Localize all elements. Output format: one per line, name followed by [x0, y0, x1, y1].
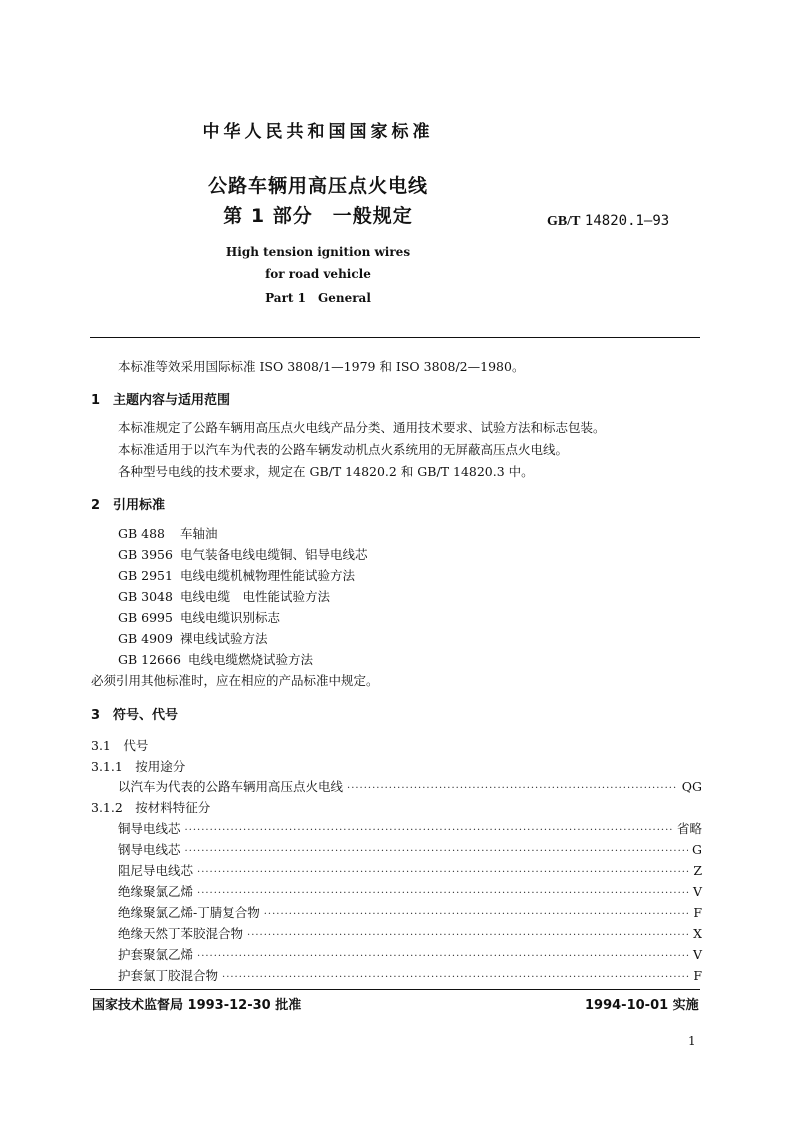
reference-code: GB 2951 — [118, 568, 173, 583]
reference-code: GB 3956 — [118, 547, 173, 562]
code-entry — [118, 861, 702, 879]
code-entry-value: F — [693, 968, 702, 983]
code-entry-label: 钢导电线芯 — [118, 842, 181, 857]
dot-leader — [185, 825, 673, 836]
code-entry — [118, 903, 702, 921]
code-entry — [118, 819, 702, 837]
reference-item — [118, 629, 268, 647]
code-entry-label: 绝缘聚氯乙烯-丁腈复合物 — [118, 905, 260, 920]
standard-number — [547, 213, 669, 230]
section1-paragraph: 各种型号电线的技术要求，规定在 GB/T 14820.2 和 GB/T 14820.3 中。 — [118, 464, 534, 479]
code-entry-value: Z — [693, 863, 702, 878]
reference-title: 裸电线试验方法 — [180, 631, 268, 646]
reference-code: GB 4909 — [118, 631, 173, 646]
reference-item — [118, 566, 355, 584]
standard-code: GB/T — [547, 214, 581, 229]
reference-code: GB 6995 — [118, 610, 173, 625]
code-entry — [118, 882, 702, 900]
code-entry — [118, 966, 702, 984]
code-entry-label: 阻尼导电线芯 — [118, 863, 194, 878]
dot-leader — [197, 888, 689, 899]
title-cn-line2: 第 1 部分 一般规定 — [223, 205, 413, 227]
reference-item — [118, 587, 330, 605]
dot-leader — [222, 972, 689, 983]
dot-leader — [264, 909, 690, 920]
code-entry-value: V — [692, 947, 702, 962]
reference-item — [118, 650, 313, 668]
national-standard-heading: 中华人民共和国国家标准 — [202, 122, 434, 142]
intro-text: 本标准等效采用国际标准 ISO 3808/1—1979 和 ISO 3808/2—1980。 — [118, 359, 525, 374]
reference-title: 电线电缆识别标志 — [180, 610, 281, 625]
section1-paragraph: 本标准适用于以汽车为代表的公路车辆发动机点火系统用的无屏蔽高压点火电线。 — [118, 442, 569, 457]
title-cn-line1: 公路车辆用高压点火电线 — [207, 175, 428, 197]
dot-leader — [347, 783, 678, 794]
reference-title: 电气装备电线电缆铜、铝导电线芯 — [180, 547, 368, 562]
reference-code: GB 488 — [118, 526, 166, 541]
title-en-line3: Part 1 General — [265, 291, 371, 305]
code-entry-value: 省略 — [676, 821, 702, 836]
code-entry — [118, 840, 702, 858]
reference-item — [118, 524, 218, 542]
code-entry-label: 护套聚氯乙烯 — [118, 947, 194, 962]
bottom-divider — [90, 989, 700, 990]
reference-code: GB 12666 — [118, 652, 181, 667]
code-entry-value: V — [692, 884, 702, 899]
code-entry-label: 护套氯丁胶混合物 — [118, 968, 219, 983]
implementation-date: 1994-10-01 实施 — [585, 998, 699, 1013]
reference-title: 电线电缆机械物理性能试验方法 — [180, 568, 356, 583]
subsection-3-1-heading: 3.1 代号 — [91, 738, 149, 753]
code-entry — [118, 777, 702, 795]
section2-note: 必须引用其他标准时，应在相应的产品标准中规定。 — [91, 673, 379, 688]
reference-title: 电线电缆 电性能试验方法 — [180, 589, 331, 604]
code-entry-label: 铜导电线芯 — [118, 821, 181, 836]
code-entry-label: 绝缘聚氯乙烯 — [118, 884, 194, 899]
section2-heading: 2 引用标准 — [91, 498, 166, 513]
section1-paragraph: 本标准规定了公路车辆用高压点火电线产品分类、通用技术要求、试验方法和标志包装。 — [118, 420, 606, 435]
reference-item — [118, 545, 368, 563]
standard-number-value: 14820.1—93 — [584, 213, 670, 229]
page-number: 1 — [688, 1034, 696, 1048]
title-en-line1: High tension ignition wires — [225, 245, 411, 259]
approval-line: 国家技术监督局 1993-12-30 批准 — [92, 998, 302, 1013]
code-entry-value: G — [692, 842, 702, 857]
code-entry-value: F — [693, 905, 702, 920]
dot-leader — [185, 846, 688, 857]
code-entry — [118, 924, 702, 942]
subsection-3-1-1-heading: 3.1.1 按用途分 — [91, 759, 186, 774]
dot-leader — [247, 930, 689, 941]
reference-code: GB 3048 — [118, 589, 173, 604]
code-entry-label: 绝缘天然丁苯胶混合物 — [118, 926, 244, 941]
reference-title: 电线电缆燃烧试验方法 — [188, 652, 314, 667]
dot-leader — [197, 951, 689, 962]
section3-heading: 3 符号、代号 — [91, 708, 179, 723]
section1-heading: 1 主题内容与适用范围 — [91, 393, 231, 408]
subsection-3-1-2-heading: 3.1.2 按材料特征分 — [91, 800, 211, 815]
reference-item — [118, 608, 280, 626]
reference-title: 车轴油 — [180, 526, 218, 541]
top-divider — [90, 337, 700, 338]
code-entry-label: 以汽车为代表的公路车辆用高压点火电线 — [118, 779, 344, 794]
code-entry — [118, 945, 702, 963]
title-en-line2: for road vehicle — [265, 267, 371, 281]
code-entry-value: X — [693, 926, 702, 941]
code-entry-value: QG — [681, 779, 702, 794]
dot-leader — [197, 867, 689, 878]
